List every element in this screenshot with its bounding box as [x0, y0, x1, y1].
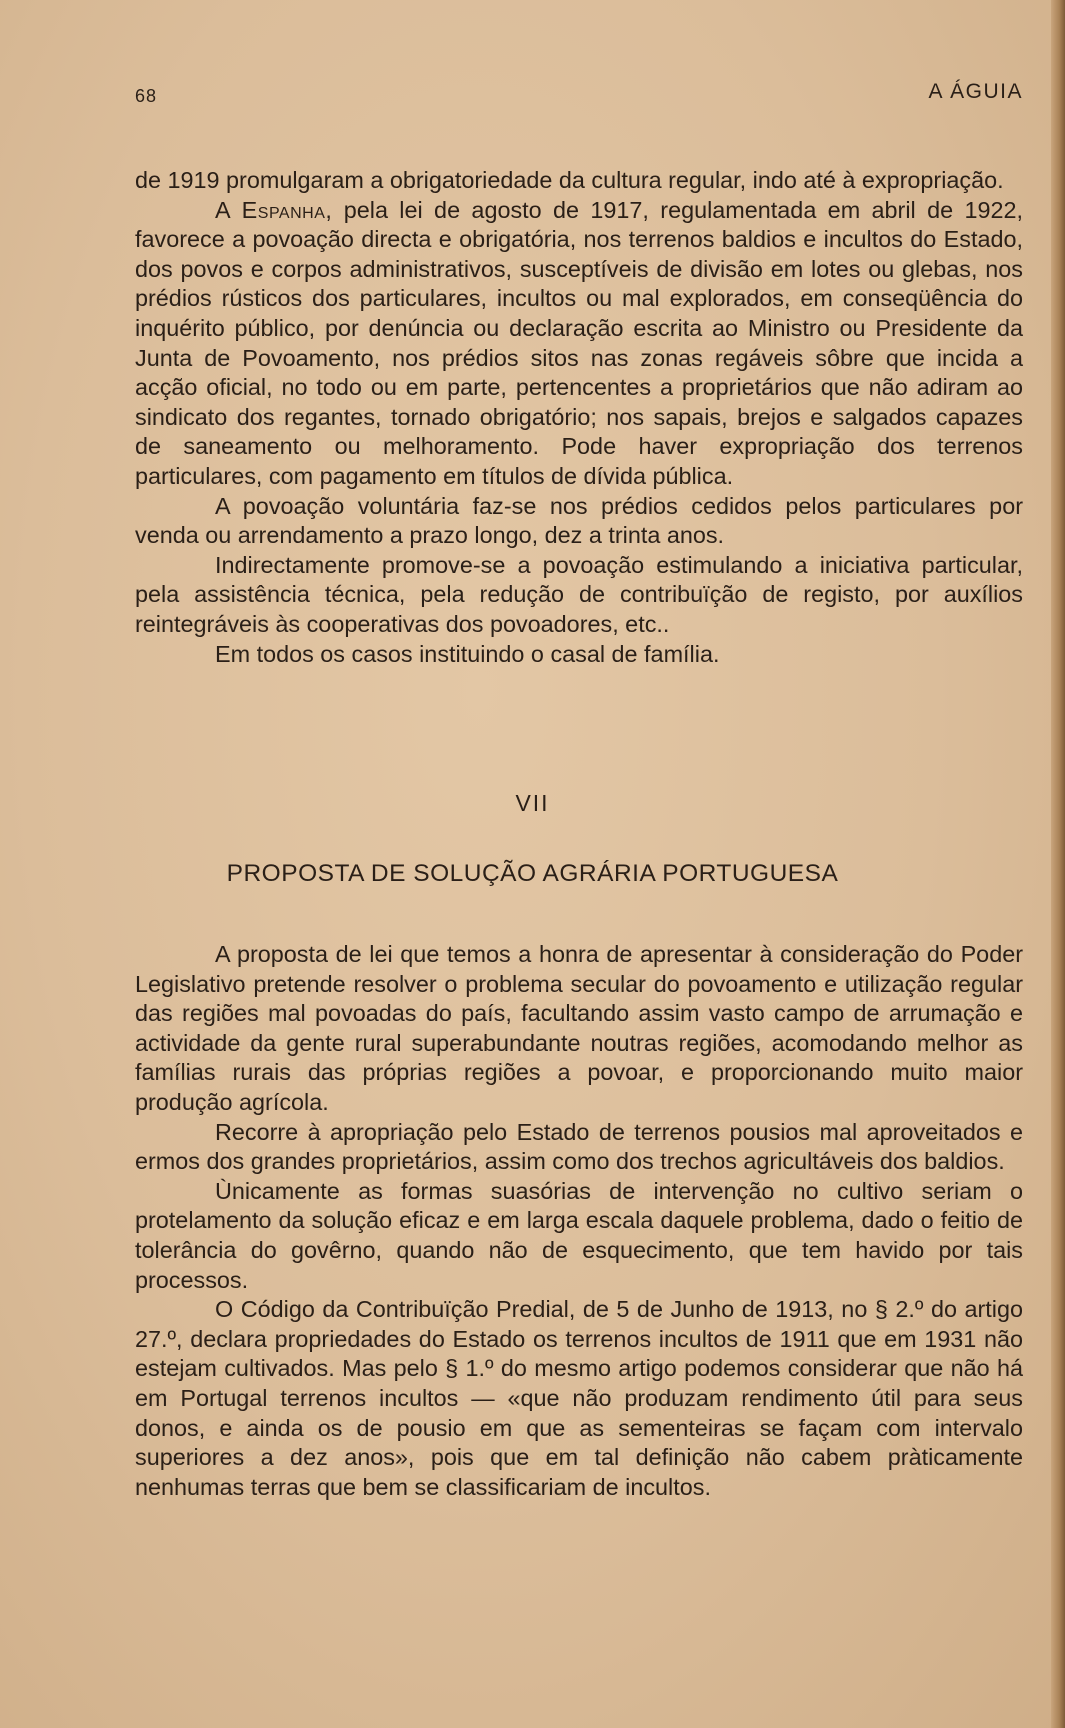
running-title: A ÁGUIA: [928, 80, 1023, 103]
paragraph: Indirectamente promove-se a povoação estimulando a iniciativa particular, pela assistência técnica, pela redução de contribuïção de registo, por auxílios reintegráveis às cooperativas dos povoadores, etc..: [135, 551, 1023, 637]
paragraph: A proposta de lei que temos a honra de apresentar à consideração do Poder Legislativo pretende resolver o problema secular do povoamento e utilização regular das regiões mal povoadas do país, facultando assim vasto campo de arrumação e actividade da gente rural superabundante noutras regiões, acomodando melhor as famílias rurais das próprias regiões a povoar, e proporcionando muito maior produção agrícola.: [135, 941, 1023, 1115]
country-name: A Espanha,: [215, 196, 333, 223]
text-block-bottom: [135, 940, 1023, 1502]
paragraph: Recorre à apropriação pelo Estado de terrenos pousios mal aproveitados e ermos dos grandes proprietários, assim como dos trechos agricultáveis dos baldios.: [135, 1118, 1023, 1175]
page-number: 68: [135, 86, 158, 106]
paragraph: Ùnicamente as formas suasórias de intervenção no cultivo seriam o protelamento da solução eficaz e em larga escala daquele problema, dado o feitio de tolerância do govêrno, quando não de esquecimento, que tem havido por tais processos.: [135, 1177, 1023, 1293]
text-block-top: [135, 166, 1023, 669]
paragraph: Em todos os casos instituindo o casal de família.: [215, 640, 720, 667]
section-number: VII: [515, 790, 550, 816]
section-title: PROPOSTA DE SOLUÇÃO AGRÁRIA PORTUGUESA: [226, 860, 839, 887]
paragraph: de 1919 promulgaram a obrigatoriedade da cultura regular, indo até à expropriação.: [135, 167, 1004, 193]
page-header: [135, 80, 1023, 110]
paragraph: O Código da Contribuïção Predial, de 5 de Junho de 1913, no § 2.º do artigo 27.º, declara propriedades do Estado os terrenos incultos de 1911 que em 1931 não estejam cultivados. Mas pelo § 1.º do mesmo artigo podemos considerar que não há em Portugal terrenos incultos — «que não produzam rendimento útil para seus donos, e ainda os de pousio em que as sementeiras se façam com intervalo superiores a dez anos», pois que em tal definição não cabem pràticamente nenhumas terras que bem se classificariam de incultos.: [135, 1296, 1023, 1500]
paragraph-text: pela lei de agosto de 1917, regulamentada em abril de 1922, favorece a povoação directa e obrigatória, nos terrenos baldios e incultos do Estado, dos povos e corpos administrativos, susceptíveis de divisão em lotes ou glebas, nos prédios rústicos dos particulares, incultos ou mal explorados, em conseqüência do inquérito público, por denúncia ou declaração escrita ao Ministro ou Presidente da Junta de Povoamento, nos prédios sitos nas zonas regáveis sôbre que incida a acção oficial, no todo ou em parte, pertencentes a proprietários que não adiram ao sindicato dos regantes, tornado obrigatório; nos sapais, brejos e salgados capazes de saneamento ou melhoramento. Pode haver expropriação dos terrenos particulares, com pagamento em títulos de dívida pública.: [135, 196, 1023, 489]
paragraph: [135, 196, 1023, 492]
paragraph: A povoação voluntária faz-se nos prédios cedidos pelos particulares por venda ou arrendamento a prazo longo, dez a trinta anos.: [135, 492, 1023, 549]
